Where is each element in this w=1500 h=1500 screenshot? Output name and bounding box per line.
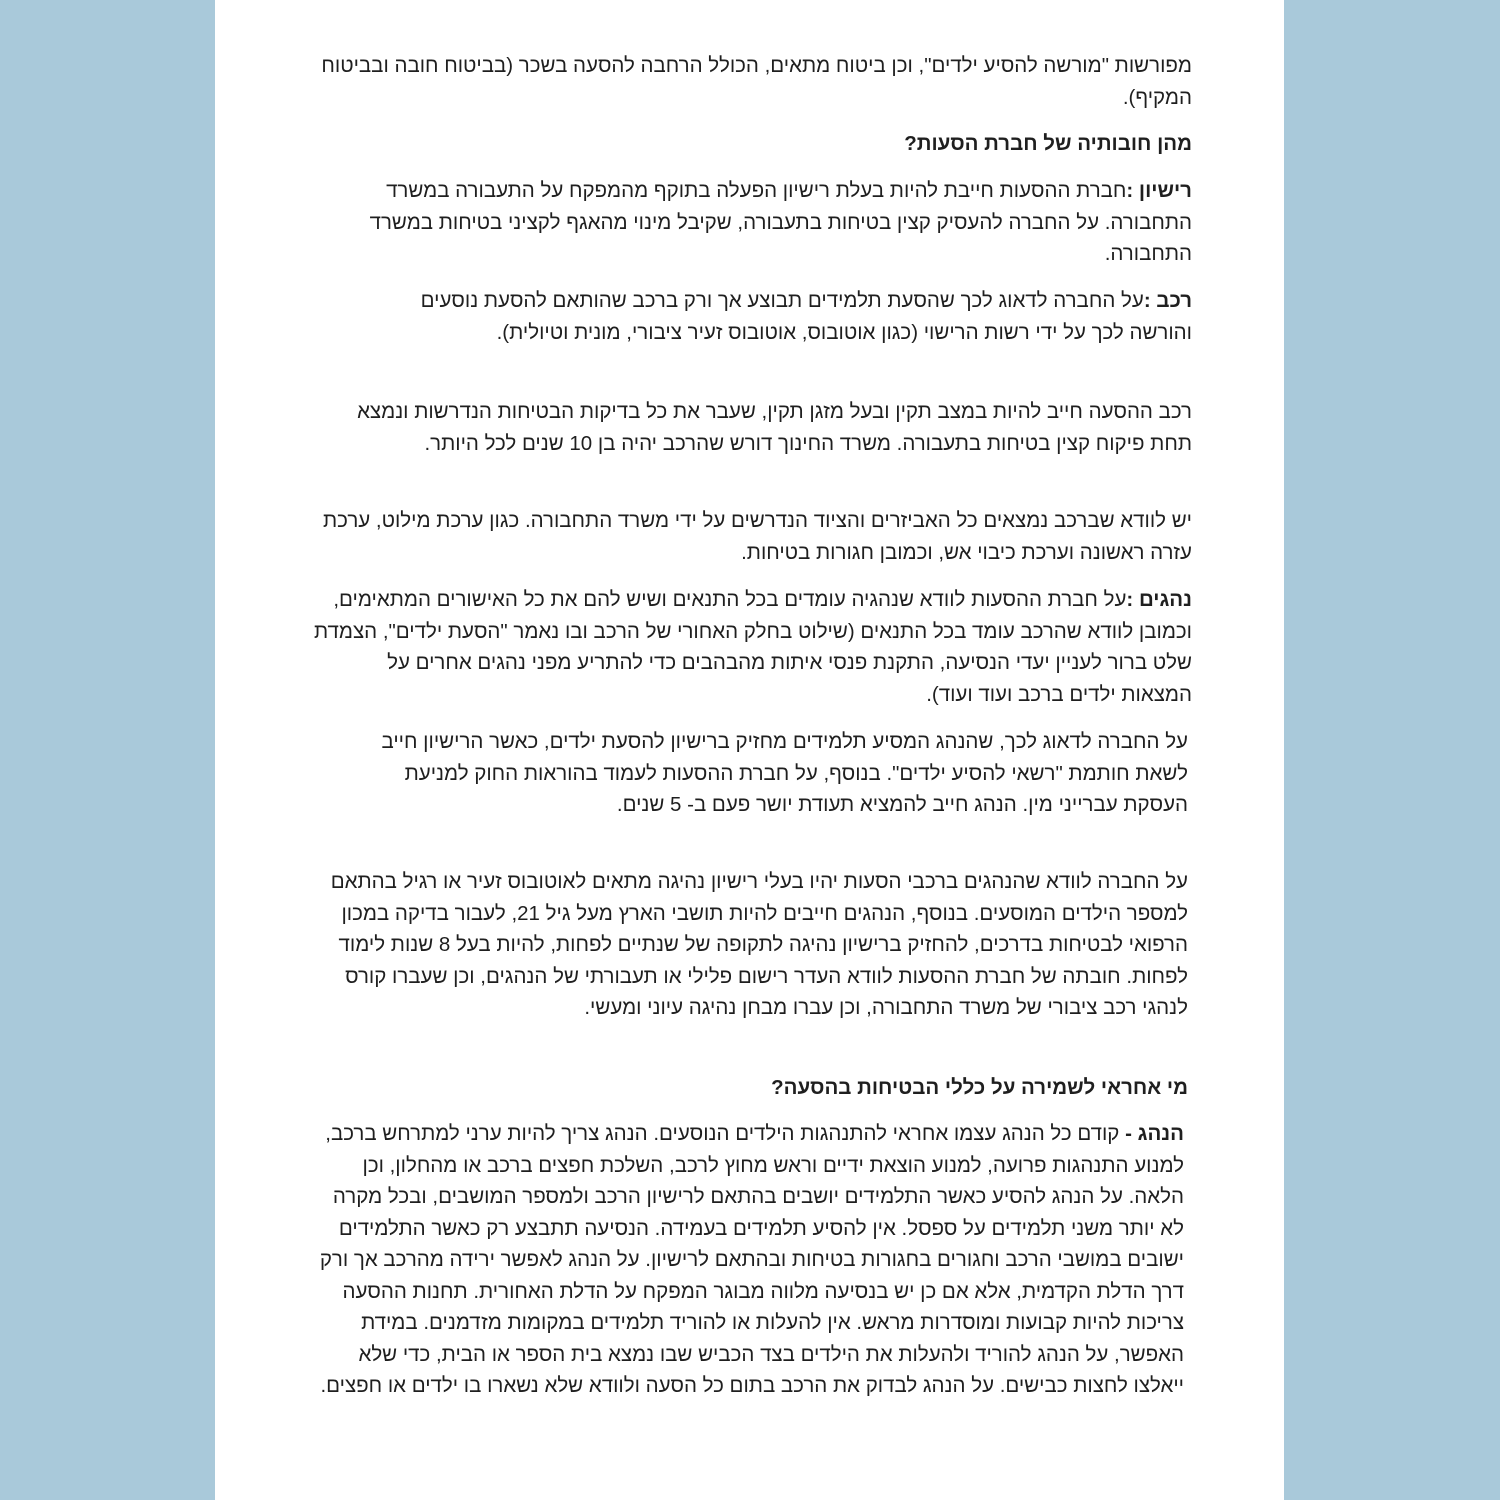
paragraph-driver-requirements: על החברה לוודא שהנהגים ברכבי הסעות יהיו בעלי רישיון נהיגה מתאים לאוטובוס זעיר או רגיל בהתאם למספר הילדים המוסעים. בנוסף, הנהגים חייבים להיות תושבי הארץ מעל גיל 21, לעבור בדיקה במכון הרפואי לבטיחות בדרכים, להחזיק ברישיון נהיגה לתקופה של שנתיים לפחות, להיות בעל 8 שנות לימוד לפחות. חובתה של חברת ההסעות לוודא העדר רישום פלילי או תעבורתי של הנהגים, וכן שעברו קורס לנהגי רכב ציבורי של משרד התחבורה, וכן עברו מבחן נהיגה עיוני ומעשי. <box>330 870 1188 1019</box>
paragraph-driver-responsibility: הנהג - קודם כל הנהג עצמו אחראי להתנהגות הילדים הנוסעים. הנהג צריך להיות ערני למתרחש ברכב, למנוע התנהגות פרועה, למנוע הוצאת ידיים וראש מחוץ לרכב, השלכת חפצים ברכב או מהחלון, וכן הלאה. על הנהג להסיע כאשר התלמידים יושבים בהתאם לרישיון הרכב ולמספר המושבים, ובכל מקרה לא יותר משני תלמידים על ספסל. אין להסיע תלמידים בעמידה. הנסיעה תתבצע רק כאשר התלמידים ישובים במושבי הרכב וחגורים בחגורות בטיחות ובהתאם לרישיון. על הנהג לאפשר ירידה מהרכב אך ורק דרך הדלת הקדמית, אלא אם כן יש בנסיעה מלווה מבוגר המפקח על הדלת האחורית. תחנות ההסעה צריכות להיות קבועות ומוסדרות מראש. אין להעלות או להוריד תלמידים במקומות מזדמנים. במידת האפשר, על הנהג להוריד ולהעלות את הילדים בצד הכביש שבו נמצא בית הספר או הבית, כדי שלא ייאלצו לחצות כבישים. על הנהג לבדוק את הרכב בתום כל הסעה ולוודא שלא נשארו בו ילדים או חפצים. <box>319 1122 1184 1397</box>
paragraph-vehicle: רכב :על החברה לדאוג לכך שהסעת תלמידים תבוצע אך ורק ברכב שהותאם להסעת נוסעים והורשה לכך על ידי רשות הרישוי (כגון אוטובוס, אוטובוס זעיר ציבורי, מונית וטיולית). <box>420 289 1192 344</box>
intro-paragraph: מפורשות "מורשה להסיע ילדים", וכן ביטוח מתאים, הכולל הרחבה להסעה בשכר (בביטוח חובה ובביטוח המקיף). <box>321 54 1192 109</box>
heading-safety-responsibility: מי אחראי לשמירה על כללי הבטיחות בהסעה? <box>771 1076 1188 1099</box>
lead-driver: הנהג - <box>1125 1122 1184 1145</box>
paragraph-driver-license: על החברה לדאוג לכך, שהנהג המסיע תלמידים מחזיק ברישיון להסעת ילדים, כאשר הרישיון חייב לשאת חותמת "רשאי להסיע ילדים". בנוסף, על חברת ההסעות לעמוד בהוראות החוק למניעת העסקת עברייני מין. הנהג חייב להמציא תעודת יושר פעם ב- 5 שנים. <box>381 730 1188 816</box>
paragraph-vehicle-condition: רכב ההסעה חייב להיות במצב תקין ובעל מזגן תקין, שעבר את כל בדיקות הבטיחות הנדרשות ונמצא תחת פיקוח קצין בטיחות בתעבורה. משרד החינוך דורש שהרכב יהיה בן 10 שנים לכל היותר. <box>357 400 1192 455</box>
lead-drivers: נהגים : <box>1126 588 1192 611</box>
document-page <box>215 0 1284 1500</box>
paragraph-drivers: נהגים :על חברת ההסעות לוודא שנהגיה עומדים בכל התנאים ושיש להם את כל האישורים המתאימים, וכמובן לוודא שהרכב עומד בכל התנאים (שילוט בחלק האחורי של הרכב ובו נאמר "הסעת ילדים", הצמדת שלט ברור לעניין יעדי הנסיעה, התקנת פנסי איתות מהבהבים כדי להתריע מפני נהגים אחרים על המצאות ילדים ברכב ועוד ועוד). <box>313 588 1192 706</box>
lead-license: רישיון : <box>1126 179 1192 202</box>
paragraph-equipment: יש לוודא שברכב נמצאים כל האביזרים והציוד הנדרשים על ידי משרד התחבורה. כגון ערכת מילוט, ערכת עזרה ראשונה וערכת כיבוי אש, וכמובן חגורות בטיחות. <box>323 509 1192 564</box>
heading-company-duties: מהן חובותיה של חברת הסעות? <box>904 132 1192 155</box>
lead-vehicle: רכב : <box>1143 289 1192 312</box>
paragraph-license: רישיון :חברת ההסעות חייבת להיות בעלת רישיון הפעלה בתוקף מהמפקח על התעבורה במשרד התחבורה. על החברה להעסיק קצין בטיחות בתעבורה, שקיבל מינוי מהאגף לקציני בטיחות במשרד התחבורה. <box>369 179 1192 265</box>
